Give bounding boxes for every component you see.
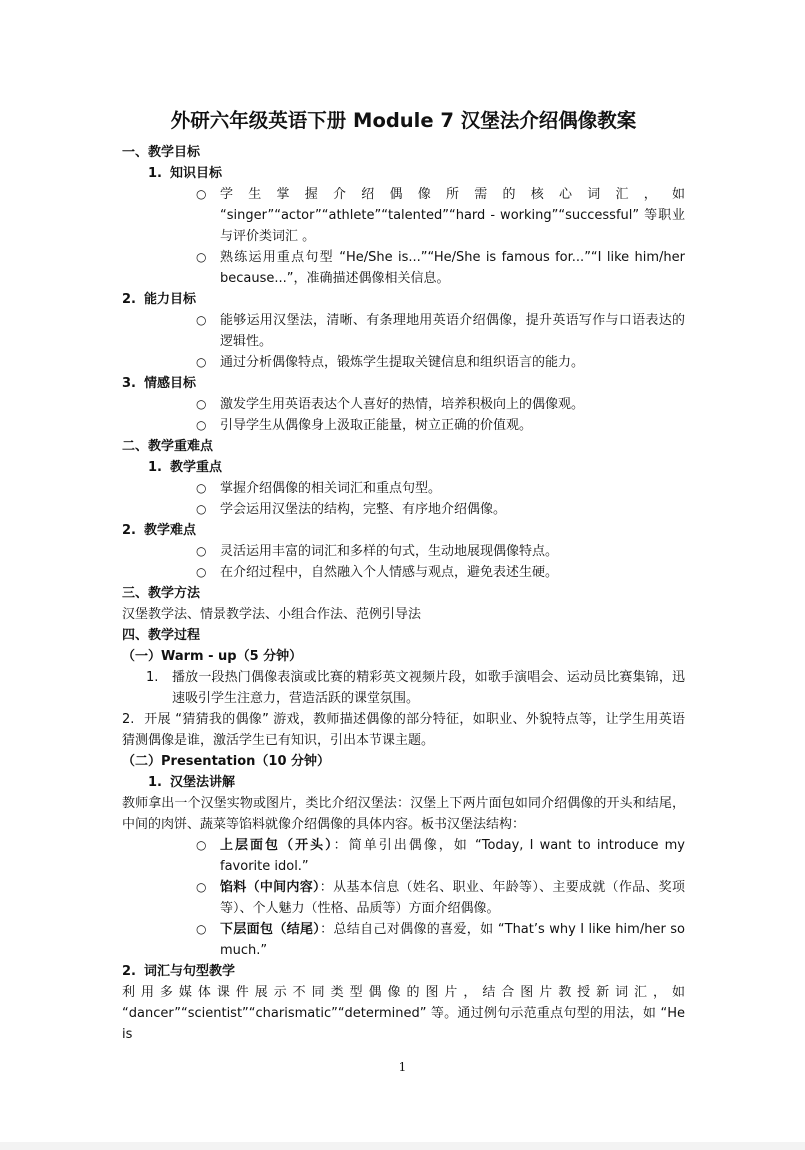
subsection-heading [122,772,685,793]
bullet-item [122,184,685,247]
item-text: 播放一段热门偶像表演或比赛的精彩英文视频片段，如歌手演唱会、运动员比赛集锦，迅速吸引学生注意力，营造活跃的课堂氛围。 [172,670,685,706]
bullet-item [122,394,685,415]
subsection-number: 1. [148,460,162,475]
numbered-item [122,667,685,709]
bullet-icon: ○ [196,313,207,327]
subsection-heading [122,520,685,541]
bullet-icon: ○ [196,397,207,411]
bullet-item [122,562,685,583]
subsection-number: 2. [122,964,136,979]
bullet-icon: ○ [196,922,207,936]
item-text: 开展 “猜猜我的偶像” 游戏，教师描述偶像的部分特征，如职业、外貌特点等，让学生用英语猜测偶像是谁，激活学生已有知识，引出本节课主题。 [122,712,685,748]
bullet-text: 灵活运用丰富的词汇和多样的句式，生动地展现偶像特点。 [220,544,559,559]
subsection-number: 1. [148,775,162,790]
bullet-text: 引导学生从偶像身上汲取正能量，树立正确的价值观。 [220,418,533,433]
subsection-label: 教学难点 [144,523,197,538]
bullet-text: 学会运用汉堡法的结构，完整、有序地介绍偶像。 [220,502,507,517]
bullet-item [122,310,685,352]
subsection-label: 词汇与句型教学 [144,964,236,979]
bullet-text: ：简单引出偶像，如 “Today, I want to introduce my favorite idol.” [220,838,685,874]
bullet-label: 馅料（中间内容） [220,880,320,895]
subsection-label: 知识目标 [170,166,223,181]
bullet-text: 激发学生用英语表达个人喜好的热情，培养积极向上的偶像观。 [220,397,585,412]
subsection-label: 能力目标 [144,292,197,307]
bullet-text: 在介绍过程中，自然融入个人情感与观点，避免表述生硬。 [220,565,559,580]
bullet-text: 掌握介绍偶像的相关词汇和重点句型。 [220,481,442,496]
bullet-item [122,478,685,499]
bullet-icon: ○ [196,565,207,579]
bullet-icon: ○ [196,880,207,894]
bullet-icon: ○ [196,250,207,264]
bullet-item [122,919,685,961]
subsection-number: 1. [148,166,162,181]
bullet-icon: ○ [196,418,207,432]
bullet-icon: ○ [196,187,207,201]
bullet-item [122,352,685,373]
bullet-item [122,835,685,877]
bullet-icon: ○ [196,544,207,558]
bullet-text: 熟练运用重点句型 “He/She is...”“He/She is famous for...”“I like him/her because...”，准确描述偶像相关信息。 [220,250,685,286]
bullet-item [122,541,685,562]
subsection-heading [122,457,685,478]
bullet-label: 下层面包（结尾） [220,922,321,937]
subsection-number: 2. [122,523,136,538]
section-heading: 二、教学重难点 [122,439,214,454]
bullet-icon: ○ [196,502,207,516]
item-number: 1. [146,670,159,685]
numbered-item [122,709,685,751]
page-number: 1 [398,1060,407,1074]
section-heading: 三、教学方法 [122,586,201,601]
document-title: 外研六年级英语下册 Module 7 汉堡法介绍偶像教案 [170,109,637,132]
section-heading: 四、教学过程 [122,628,201,643]
item-number: 2. [122,712,135,727]
bullet-label: 上层面包（开头） [220,838,334,853]
subsection-heading [122,373,685,394]
bullet-text: 通过分析偶像特点，锻炼学生提取关键信息和组织语言的能力。 [220,355,585,370]
bullet-text: 学生掌握介绍偶像所需的核心词汇，如 “singer”“actor”“athlete”“talented”“hard - working”“successful” 等职业与评价类词汇 。 [220,187,685,244]
bullet-text: ：总结自己对偶像的喜爱，如 “That’s why I like him/her so much.” [220,922,685,958]
paragraph: 汉堡教学法、情景教学法、小组合作法、范例引导法 [122,607,422,622]
document-body [122,108,685,1045]
bullet-item [122,247,685,289]
bullet-text: 能够运用汉堡法，清晰、有条理地用英语介绍偶像，提升英语写作与口语表达的逻辑性。 [220,313,685,349]
paragraph: 教师拿出一个汉堡实物或图片，类比介绍汉堡法：汉堡上下两片面包如同介绍偶像的开头和结尾，中间的肉饼、蔬菜等馅料就像介绍偶像的具体内容。板书汉堡法结构： [122,796,685,832]
bullet-icon: ○ [196,355,207,369]
subsection-heading [122,961,685,982]
bullet-icon: ○ [196,481,207,495]
bullet-icon: ○ [196,838,207,852]
subsection-number: 3. [122,376,136,391]
paragraph: 利用多媒体课件展示不同类型偶像的图片，结合图片教授新词汇，如 “dancer”“scientist”“charismatic”“determined” 等。通过例句示范重点句型的用法，如 “He is [122,985,685,1042]
subsection-number: 2. [122,292,136,307]
bullet-item [122,415,685,436]
bullet-text: ：从基本信息（姓名、职业、年龄等）、主要成就（作品、奖项等）、个人魅力（性格、品质等）方面介绍偶像。 [220,880,685,916]
bullet-item [122,877,685,919]
part-heading: （二）Presentation（10 分钟） [122,754,331,769]
subsection-label: 情感目标 [144,376,197,391]
subsection-label: 汉堡法讲解 [170,775,236,790]
subsection-heading [122,289,685,310]
section-heading: 一、教学目标 [122,145,201,160]
part-heading: （一）Warm - up（5 分钟） [122,649,303,664]
subsection-label: 教学重点 [170,460,223,475]
bullet-item [122,499,685,520]
subsection-heading [122,163,685,184]
